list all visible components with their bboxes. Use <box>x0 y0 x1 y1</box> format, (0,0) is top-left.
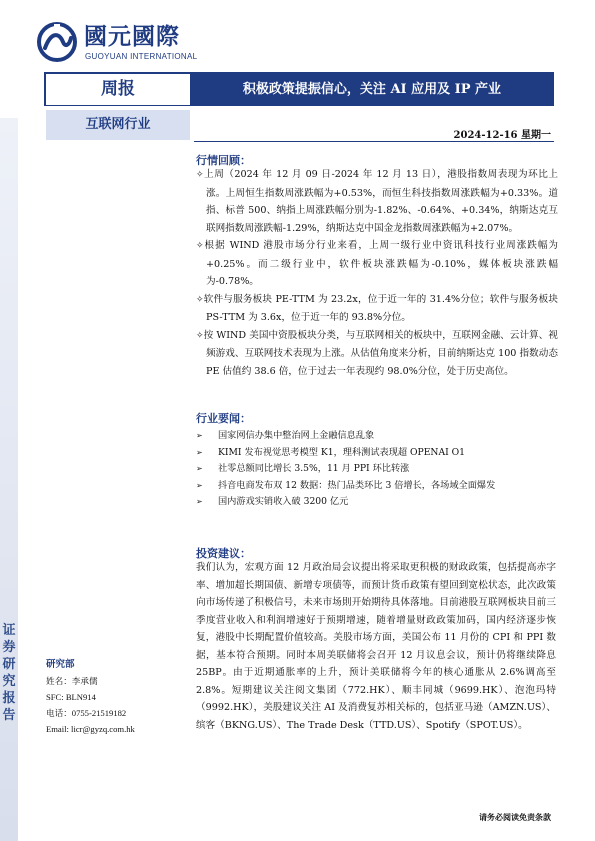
arrow-bullet-icon: ➢ <box>196 480 203 490</box>
analyst-info <box>46 657 191 737</box>
arrow-bullet-icon: ➢ <box>196 431 203 440</box>
disclaimer-note: 请务必阅读免责条款 <box>479 812 551 822</box>
list-item <box>196 428 556 445</box>
investment-advice-text: 我们认为，宏观方面 12 月政治局会议提出将采取更积极的财政政策，包括提高赤字率、增加超长期国债、新增专项债等，而预计货币政策有望回到宽松状态，此次政策向市场传递了积极信号，未来市场則开始期待具体落地。目前港股互联网板块目前三季度营业收入和利润增速好于预期增速，随着增量财政政策加码，国内经济逐步恢复，港股中长期配置价值较高。美股市场方面，美国公布 11 月份的 CPI 和 PPI 数据，基本符合预期。同时本周美联储将会召开 12 月议息会议，预计仍将继续降息 25BP。由于近期通胀率的上升，预计美联储将今年的核心通胀从 2.6%调高至 2.8%。短期建议关注阅文集团（772.HK）、顺丰同城（9699.HK）、泡泡玛特（9992.HK），美股建议关注 AI 及消费复苏相关标的，包括亚马逊（AMZN.US）、缤客（BKNG.US）、The Trade Desk（TTD.US）、Spotify（SPOT.US）。 <box>196 562 556 731</box>
market-review-item: 根据 WIND 港股市场分行业来看，上周一级行业中资讯科技行业周涨跌幅为+0.25%。而二级行业中，软件板块涨跌幅为-0.10%，媒体板块涨跌幅为-0.78%。 <box>203 240 558 287</box>
analyst-phone: 电话：0755-21519182 <box>46 708 127 718</box>
diamond-bullet-icon: ✧ <box>196 241 204 251</box>
analyst-sfc: SFC: BLN914 <box>46 692 96 702</box>
date-rule <box>194 141 554 142</box>
news-item: 抖音电商发布双 12 数据：热门品类环比 3 倍增长，各场域全面爆发 <box>218 479 496 491</box>
arrow-bullet-icon: ➢ <box>196 497 203 506</box>
list-item <box>196 478 556 495</box>
news-item: KIMI 发布视觉思考模型 K1，理科测试表现超 OPENAI O1 <box>218 446 466 458</box>
analyst-email[interactable]: Email: licr@gyzq.com.hk <box>46 724 135 734</box>
list-item <box>196 494 556 511</box>
investment-advice-title: 投资建议： <box>196 547 251 560</box>
list-item <box>196 166 558 237</box>
market-review-item: 软件与服务板块 PE-TTM 为 23.2x，位于近一年的 31.4%分位；软件与服务板块 PS-TTM 为 3.6x，位于近一年的 93.8%分位。 <box>203 293 558 323</box>
list-item <box>196 445 556 462</box>
market-review-title: 行情回顾： <box>196 154 251 167</box>
analyst-department: 研究部 <box>46 660 75 670</box>
diamond-bullet-icon: ✧ <box>196 170 204 180</box>
list-item <box>196 291 558 327</box>
news-item: 国内游戏实销收入破 3200 亿元 <box>218 496 349 507</box>
list-item <box>196 327 558 381</box>
side-strip <box>0 118 18 841</box>
diamond-bullet-icon: ✧ <box>196 330 204 341</box>
market-review-list <box>196 166 558 380</box>
company-logo-icon <box>37 22 77 62</box>
analyst-name: 姓名：李承儒 <box>46 676 98 686</box>
report-type-label: 周报 <box>46 74 190 105</box>
market-review-item: 上周（2024 年 12 月 09 日-2024 年 12 月 13 日），港股指数周表现为环比上涨。上周恒生指数周涨跌幅为+0.53%，而恒生科技指数周涨跌幅为+0.33%。道指、标普 500、纳指上周涨跌幅分别为-1.82%、-0.64%、+0.34%，纳斯达克互联网指数周涨跌幅-1.29%，纳斯达克中国金龙指数周涨跌幅为+2.07%。 <box>203 169 558 234</box>
news-item: 国家网信办集中整治网上金融信息乱象 <box>218 430 375 441</box>
list-item <box>196 461 556 478</box>
diamond-bullet-icon: ✧ <box>196 294 204 305</box>
arrow-bullet-icon: ➢ <box>196 464 203 473</box>
report-date: 2024-12-16 星期一 <box>453 130 551 141</box>
industry-news-title: 行业要闻： <box>196 412 251 425</box>
industry-label: 互联网行业 <box>46 110 190 140</box>
logo-english-name: GUOYUAN INTERNATIONAL <box>85 52 198 61</box>
industry-news-list <box>196 428 556 511</box>
market-review-item: 按 WIND 美国中资股板块分类，与互联网相关的板块中，互联网金融、云计算、视频游戏、互联网技术表现为上涨。从估值角度来分析，目前纳斯达克 100 指数动态 PE 估值约 38.6 倍，位于过去一年表现约 98.0%分位，处于历史高位。 <box>203 329 558 377</box>
logo-chinese-name: 國元國際 <box>84 23 180 50</box>
arrow-bullet-icon: ➢ <box>196 447 203 457</box>
news-item: 社零总额同比增长 3.5%，11 月 PPI 环比转涨 <box>218 463 410 474</box>
report-title: 积极政策提振信心，关注 AI 应用及 IP 产业 <box>242 82 502 97</box>
side-label: 证券研究报告 <box>2 623 16 723</box>
list-item <box>196 237 558 291</box>
